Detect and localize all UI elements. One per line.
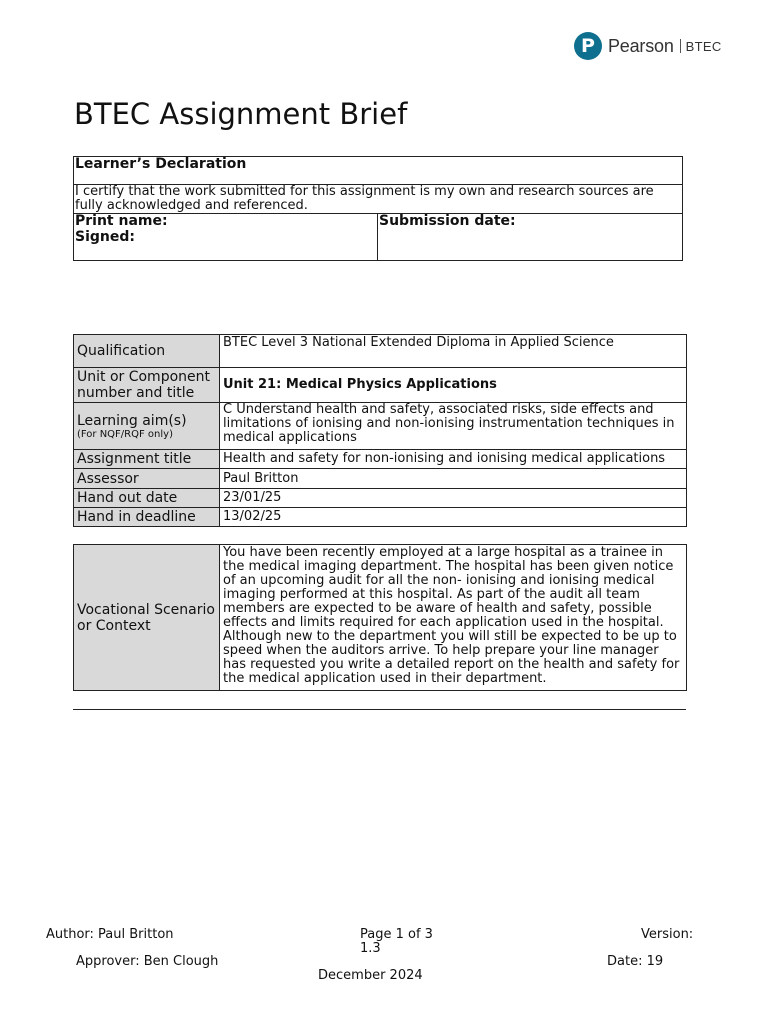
footer-version-label: Version: bbox=[641, 927, 694, 942]
assignment-details-table bbox=[73, 334, 687, 527]
assessor-value: Paul Britton bbox=[220, 469, 687, 489]
scenario-text: You have been recently employed at a large hospital as a trainee in the medical imaging department. The hospital has been given notice of an upcoming audit for all the non- ionising and ionising medical imaging performed at this hospital. As part of the audit all team members are expected to be aware of health and safety, possible effects and limits required for each application used in the hospital. Although new to the department you will still be expected to be up to speed when the auditors arrive. To help prepare your line manager has requested you write a detailed report on the health and safety for the medical application used in their department. bbox=[220, 545, 687, 691]
footer-date-label: Date: 19 bbox=[607, 954, 664, 969]
table-row bbox=[74, 469, 687, 489]
learning-aim-label: Learning aim(s) bbox=[77, 412, 187, 429]
assignment-title-value: Health and safety for non-ionising and ionising medical applications bbox=[220, 450, 687, 469]
learning-aim-sublabel: (For NQF/RQF only) bbox=[77, 428, 173, 440]
footer-version-value: 1.3 bbox=[360, 941, 381, 956]
learning-aim-label-cell bbox=[74, 403, 220, 450]
table-row bbox=[74, 489, 687, 508]
logo-divider bbox=[680, 39, 681, 53]
learning-aim-value: C Understand health and safety, associated risks, side effects and limitations of ionising and non-ionising instrumentation techniques in medical applications bbox=[220, 403, 687, 450]
submission-date-cell[interactable] bbox=[378, 214, 683, 261]
table-row bbox=[74, 403, 687, 450]
footer-page: Page 1 of 3 bbox=[360, 927, 433, 942]
logo-wordmark: Pearson bbox=[608, 35, 674, 56]
footer-date-rest: December 2024 bbox=[318, 968, 423, 983]
footer-author: Author: Paul Britton bbox=[46, 927, 174, 942]
table-row bbox=[74, 450, 687, 469]
name-signature-cell[interactable] bbox=[74, 214, 378, 261]
submission-date-label: Submission date: bbox=[379, 213, 516, 229]
page-title: BTEC Assignment Brief bbox=[74, 97, 408, 131]
qualification-label: Qualification bbox=[74, 335, 220, 368]
table-row bbox=[74, 508, 687, 527]
assessor-label: Assessor bbox=[74, 469, 220, 489]
hand-out-date-label: Hand out date bbox=[74, 489, 220, 508]
declaration-statement: I certify that the work submitted for this assignment is my own and research sources are fully acknowledged and referenced. bbox=[74, 185, 683, 214]
logo-btec-text: BTEC bbox=[685, 38, 722, 54]
scenario-label: Vocational Scenario or Context bbox=[74, 545, 220, 691]
section-divider bbox=[73, 709, 686, 710]
unit-value bbox=[220, 368, 687, 403]
vocational-scenario-table bbox=[73, 544, 687, 691]
signed-label: Signed: bbox=[75, 229, 135, 245]
hand-in-deadline-label: Hand in deadline bbox=[74, 508, 220, 527]
table-row bbox=[74, 368, 687, 403]
table-row bbox=[74, 335, 687, 368]
unit-title: Unit 21: Medical Physics Applications bbox=[223, 377, 497, 392]
pearson-btec-logo bbox=[574, 31, 722, 61]
print-name-label: Print name: bbox=[75, 213, 168, 229]
assignment-title-label: Assignment title bbox=[74, 450, 220, 469]
qualification-value: BTEC Level 3 National Extended Diploma in Applied Science bbox=[220, 335, 687, 368]
declaration-heading: Learner’s Declaration bbox=[74, 157, 683, 185]
unit-label: Unit or Component number and title bbox=[74, 368, 220, 403]
hand-out-date-value: 23/01/25 bbox=[220, 489, 687, 508]
learner-declaration-table bbox=[73, 156, 683, 261]
pearson-p-icon: P bbox=[574, 32, 602, 60]
footer-approver: Approver: Ben Clough bbox=[76, 954, 219, 969]
hand-in-deadline-value: 13/02/25 bbox=[220, 508, 687, 527]
